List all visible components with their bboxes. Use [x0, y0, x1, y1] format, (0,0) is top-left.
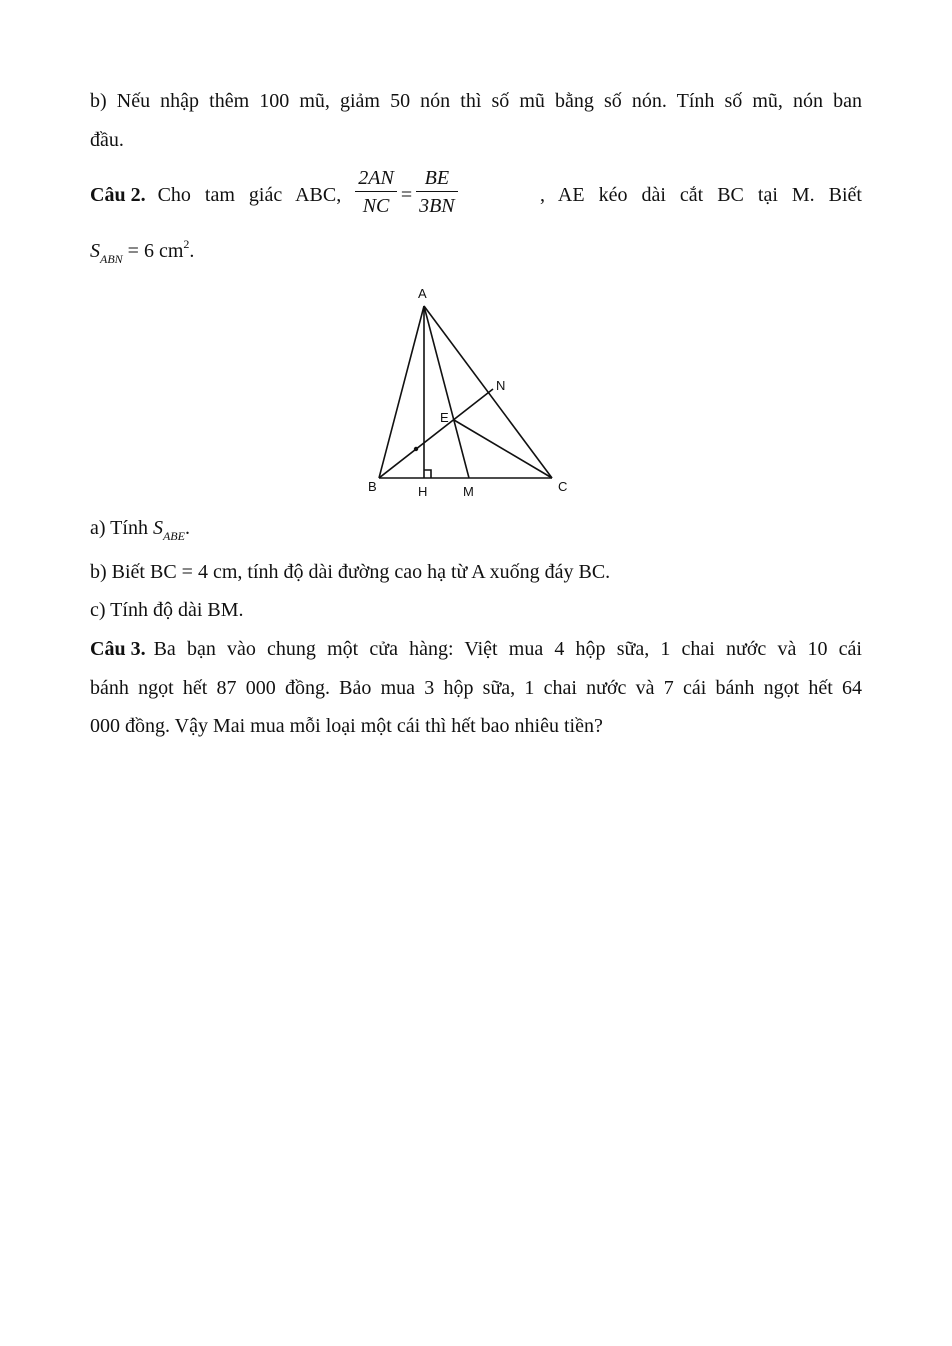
label-h: H	[418, 484, 428, 499]
area-abn: $S_{ABN} = 6$ $cm^2$.	[90, 237, 195, 266]
label-b: B	[368, 479, 377, 494]
part1b-line1: b) Nếu nhập thêm 100 mũ, giảm 50 nón thì số mũ bằng số nón. Tính số mũ, nón ban	[90, 90, 862, 112]
frac1-denominator: NC	[362, 195, 390, 217]
cau2-intro: Cho tam giác ABC,	[157, 184, 342, 206]
side-ab	[379, 306, 424, 478]
label-e: E	[440, 410, 449, 425]
question-c: c) Tính độ dài BM.	[90, 599, 244, 621]
fraction-2an-nc	[355, 165, 397, 220]
segment-am	[424, 306, 469, 478]
question-a: a) Tính $S_{ABE}$.	[90, 517, 190, 543]
frac1-numerator: 2AN	[355, 165, 397, 192]
label-a: A	[418, 286, 427, 301]
frac2-numerator: BE	[416, 165, 458, 192]
cau3-line1: Câu 3. Ba bạn vào chung một cửa hàng: Việt mua 4 hộp sữa, 1 chai nước và 10 cái	[90, 638, 862, 660]
triangle-figure	[354, 280, 614, 505]
cau2-label: Câu 2.	[90, 184, 146, 206]
segment-ec	[454, 420, 552, 478]
cau3-label: Câu 3.	[90, 638, 146, 660]
label-n: N	[496, 378, 506, 393]
question-b: b) Biết BC = 4 cm, tính độ dài đường cao hạ từ A xuống đáy BC.	[90, 561, 611, 583]
cau3-line3: 000 đồng. Vậy Mai mua mỗi loại một cái thì hết bao nhiêu tiền?	[90, 715, 603, 737]
cau3-line2: bánh ngọt hết 87 000 đồng. Bảo mua 3 hộp sữa, 1 chai nước và 7 cái bánh ngọt hết 64	[90, 677, 862, 699]
right-angle-mark	[424, 470, 431, 478]
part1b-line2: đầu.	[90, 129, 124, 151]
label-m: M	[463, 484, 474, 499]
equals-sign: =	[400, 184, 413, 206]
frac2-denominator: 3BN	[419, 195, 455, 217]
label-c: C	[558, 479, 568, 494]
cau2-statement	[90, 168, 862, 223]
cau2-after: , AE kéo dài cắt BC tại M. Biết	[540, 184, 862, 206]
fraction-be-3bn	[416, 165, 458, 220]
point-dot	[414, 447, 418, 451]
